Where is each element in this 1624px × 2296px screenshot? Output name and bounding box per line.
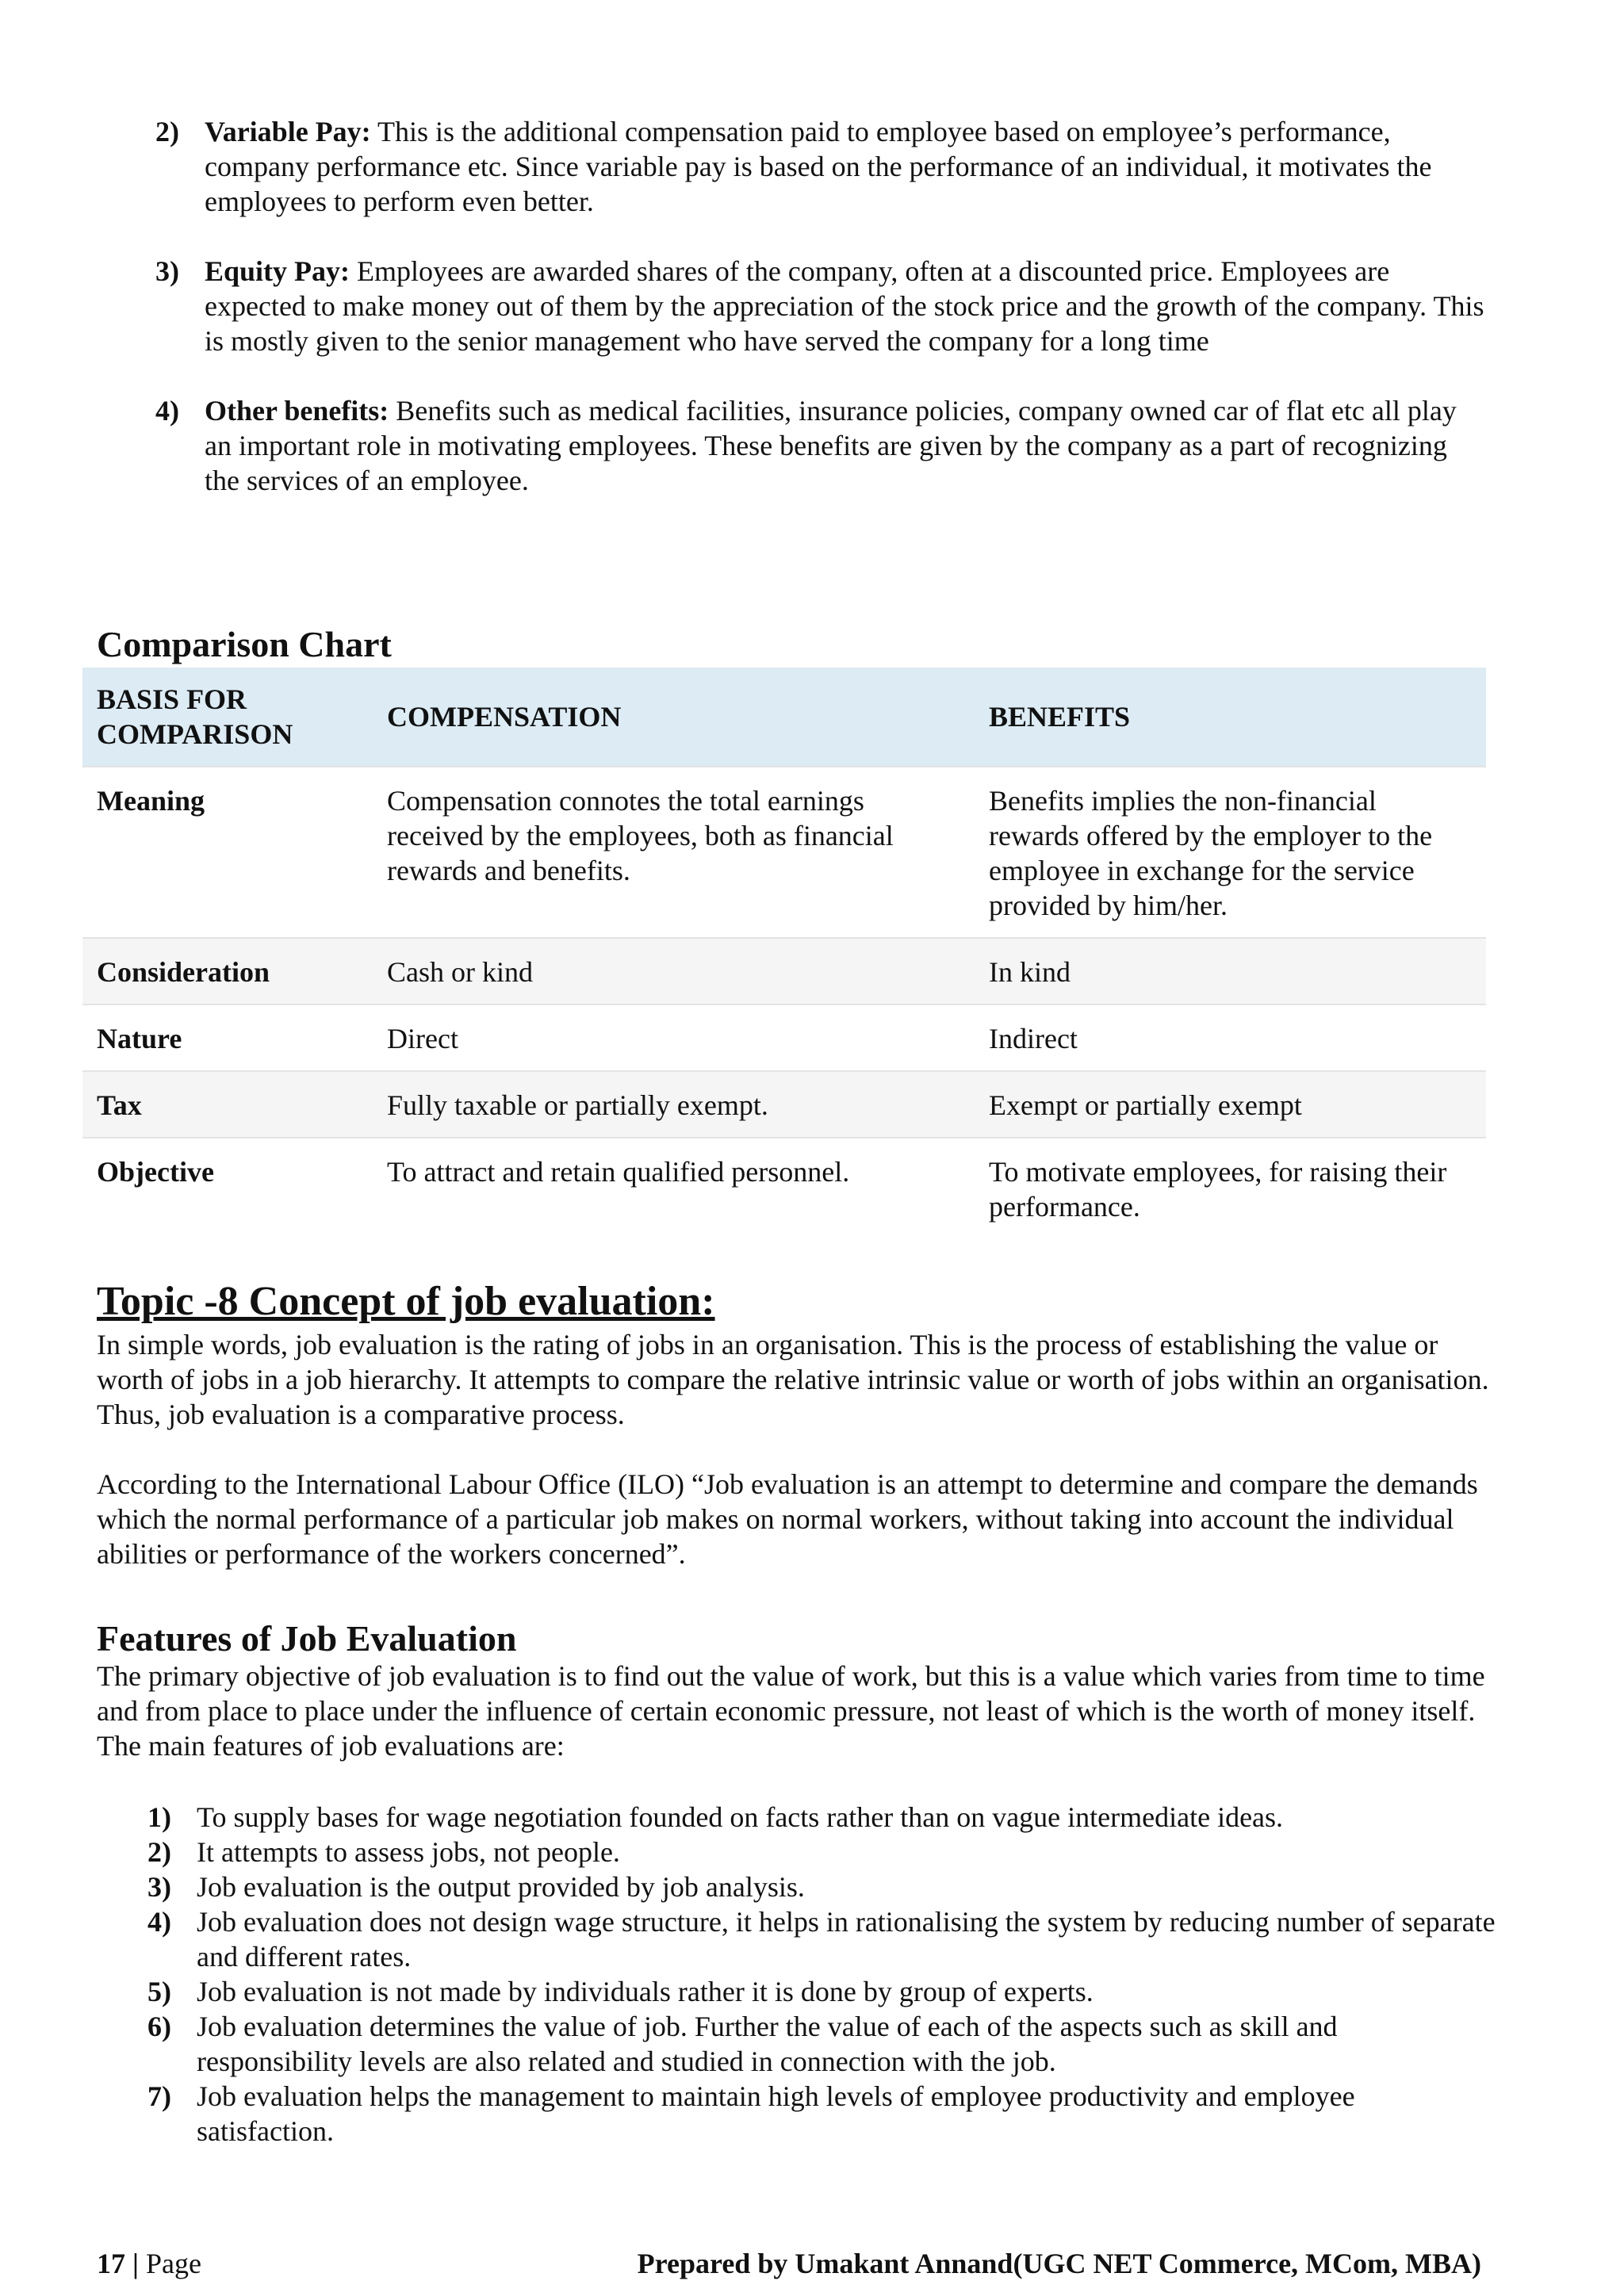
list-number: 5) bbox=[147, 1976, 171, 2007]
list-number: 4) bbox=[155, 395, 179, 427]
list-item-text: Job evaluation determines the value of job. Further the value of each of the aspects such as skill and responsibility levels are also related and studied in connection with the job. bbox=[197, 2011, 1338, 2077]
row-basis: Nature bbox=[97, 1023, 182, 1054]
features-heading: Features of Job Evaluation bbox=[97, 1618, 517, 1659]
pay-item-variable-pay bbox=[155, 114, 1488, 219]
row-compensation: Fully taxable or partially exempt. bbox=[387, 1089, 768, 1121]
comparison-table bbox=[82, 668, 1486, 1238]
page-label: Page bbox=[145, 2248, 201, 2279]
table-row bbox=[82, 1004, 1486, 1071]
footer-credit: Prepared by Umakant Annand(UGC NET Commerce, MCom, MBA) bbox=[637, 2248, 1481, 2279]
list-number: 6) bbox=[147, 2011, 171, 2042]
table-row bbox=[82, 1071, 1486, 1138]
list-item bbox=[147, 1904, 1496, 1974]
list-number: 2) bbox=[155, 116, 179, 147]
pay-description: Employees are awarded shares of the company, often at a discounted price. Employees are expected to make money out of them by the appreciation of the stock price and the growth of the company. This is mostly given to the senior management who have served the company for a long time bbox=[205, 255, 1484, 357]
pay-types-list bbox=[155, 114, 1488, 533]
pay-term: Variable Pay: bbox=[205, 116, 371, 147]
row-basis: Tax bbox=[97, 1089, 142, 1121]
table-row bbox=[82, 938, 1486, 1004]
table-row bbox=[82, 1138, 1486, 1238]
list-item bbox=[147, 1835, 1496, 1869]
row-benefits: To motivate employees, for raising their performance. bbox=[989, 1156, 1447, 1223]
list-number: 3) bbox=[155, 255, 179, 287]
list-item-text: It attempts to assess jobs, not people. bbox=[197, 1836, 620, 1868]
row-benefits: Exempt or partially exempt bbox=[989, 1089, 1302, 1121]
pay-item-equity-pay bbox=[155, 254, 1488, 358]
pay-description: Benefits such as medical facilities, insurance policies, company owned car of flat etc all play an important role in motivating employees. These benefits are given by the company as a part of recognizing the services of an employee. bbox=[205, 395, 1457, 496]
header-compensation: COMPENSATION bbox=[373, 668, 975, 767]
row-benefits: Benefits implies the non-financial rewards offered by the employer to the employee in exchange for the service provided by him/her. bbox=[989, 785, 1433, 921]
row-benefits: Indirect bbox=[989, 1023, 1078, 1054]
row-compensation: Compensation connotes the total earnings received by the employees, both as financial rewards and benefits. bbox=[387, 785, 894, 886]
row-compensation: Cash or kind bbox=[387, 956, 533, 988]
topic-heading: Topic -8 Concept of job evaluation: bbox=[97, 1279, 715, 1324]
features-list bbox=[147, 1800, 1496, 2149]
list-item bbox=[147, 1800, 1496, 1835]
list-item bbox=[147, 1869, 1496, 1904]
row-benefits: In kind bbox=[989, 956, 1071, 988]
features-intro: The primary objective of job evaluation is to find out the value of work, but this is a value which varies from time to time and from place to place under the influence of certain economic pressure, not least of which is the worth of money itself. The main features of job evaluations are: bbox=[97, 1660, 1485, 1762]
list-number: 3) bbox=[147, 1871, 171, 1903]
page-number: 17 bbox=[97, 2248, 125, 2279]
table-header-row bbox=[82, 668, 1486, 767]
list-number: 1) bbox=[147, 1801, 171, 1833]
list-item bbox=[147, 1974, 1496, 2009]
row-compensation: To attract and retain qualified personnel. bbox=[387, 1156, 850, 1188]
topic-paragraph-definition: In simple words, job evaluation is the rating of jobs in an organisation. This is the process of establishing the value or worth of jobs in a job hierarchy. It attempts to compare the relative intrinsic value or worth of jobs within an organisation. Thus, job evaluation is a comparative process. bbox=[97, 1329, 1489, 1430]
pay-description: This is the additional compensation paid to employee based on employee’s performance, company performance etc. Since variable pay is based on the performance of an individual, it motivates the employees to perform even better. bbox=[205, 116, 1432, 217]
pay-term: Equity Pay: bbox=[205, 255, 350, 287]
page-footer-number bbox=[97, 2247, 201, 2280]
page-separator: | bbox=[132, 2248, 139, 2279]
table-row bbox=[82, 767, 1486, 938]
list-item-text: Job evaluation helps the management to maintain high levels of employee productivity and employee satisfaction. bbox=[197, 2080, 1355, 2147]
row-basis: Consideration bbox=[97, 956, 270, 988]
list-number: 4) bbox=[147, 1906, 171, 1938]
list-item bbox=[147, 2079, 1496, 2149]
header-benefits: BENEFITS bbox=[975, 668, 1486, 767]
comparison-chart-title: Comparison Chart bbox=[97, 624, 392, 664]
list-item-text: Job evaluation is not made by individuals rather it is done by group of experts. bbox=[197, 1976, 1094, 2007]
list-number: 2) bbox=[147, 1836, 171, 1868]
header-basis: BASIS FOR COMPARISON bbox=[82, 668, 373, 767]
row-compensation: Direct bbox=[387, 1023, 458, 1054]
pay-term: Other benefits: bbox=[205, 395, 389, 427]
row-basis: Objective bbox=[97, 1156, 214, 1188]
row-basis: Meaning bbox=[97, 785, 205, 817]
list-number: 7) bbox=[147, 2080, 171, 2112]
list-item-text: Job evaluation is the output provided by job analysis. bbox=[197, 1871, 805, 1903]
topic-paragraph-ilo: According to the International Labour Office (ILO) “Job evaluation is an attempt to determine and compare the demands which the normal performance of a particular job makes on normal workers, without taking into account the individual abilities or performance of the workers concerned”. bbox=[97, 1468, 1478, 1570]
pay-item-other-benefits bbox=[155, 393, 1488, 498]
list-item-text: Job evaluation does not design wage structure, it helps in rationalising the system by reducing number of separate and different rates. bbox=[197, 1906, 1496, 1973]
list-item bbox=[147, 2009, 1496, 2079]
list-item-text: To supply bases for wage negotiation founded on facts rather than on vague intermediate ideas. bbox=[197, 1801, 1284, 1833]
